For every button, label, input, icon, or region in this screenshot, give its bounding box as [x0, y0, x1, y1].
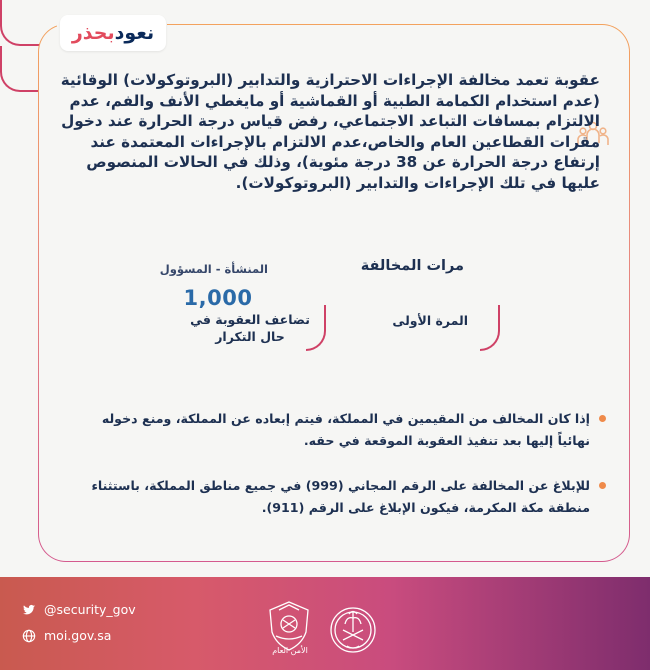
- entity-header: المنشأة - المسؤول: [159, 262, 268, 276]
- campaign-logo: [60, 15, 166, 51]
- bullet-resident: [70, 408, 590, 452]
- violation-count-header: مرات المخالفة: [360, 258, 464, 274]
- bullet-text: للإبلاغ عن المخالفة على الرقم المجاني (999) في جميع مناطق المملكة، باستثناء منطقة مكة المكرمة، فيكون الإبلاغ على الرقم (911).: [91, 478, 590, 515]
- bullet-dot: [599, 415, 606, 422]
- bullet-text: إذا كان المخالف من المقيمين في المملكة، فيتم إبعاده عن المملكة، ومنع دخوله نهائياً إليها بعد تنفيذ العقوبة الموقعة في حقه.: [101, 411, 590, 448]
- twitter-link[interactable]: [22, 602, 136, 617]
- website-link[interactable]: [22, 628, 111, 643]
- footer-band: [0, 577, 650, 670]
- repeat-note: تضاعف العقوبة في حال التكرار: [190, 312, 310, 344]
- public-security-caption: الأمن العام: [272, 646, 308, 655]
- bullet-dot: [599, 482, 606, 489]
- logo-word-1: نعود: [114, 22, 155, 44]
- penalty-amount: 1,000: [183, 286, 253, 310]
- saudi-emblem: [327, 598, 379, 662]
- bullet-report: [70, 475, 590, 519]
- violation-description: عقوبة تعمد مخالفة الإجراءات الاحترازية والتدابير (البروتوكولات) الوقائية (عدم استخدام الكمامة الطبية أو القماشية أو مايغطي الأنف والفم، عدم الالتزام بمسافات التباعد الاجتماعي، رفض قياس درجة الحرارة عند دخول مقرات القطاعين العام والخاص،عدم الالتزام بالإجراءات المعتمدة عند إرتفاع درجة الحرارة عن 38 درجة مئوية)، وذلك في الحالات المنصوص عليها في تلك الإجراءات والتدابير (البروتوكولات).: [60, 71, 600, 192]
- twitter-handle: @security_gov: [44, 602, 136, 617]
- twitter-icon: [22, 603, 36, 617]
- globe-icon: [22, 629, 36, 643]
- logo-word-2: بحذر: [71, 22, 115, 44]
- website-url: moi.gov.sa: [44, 628, 112, 643]
- first-time-label: المرة الأولى: [392, 313, 468, 328]
